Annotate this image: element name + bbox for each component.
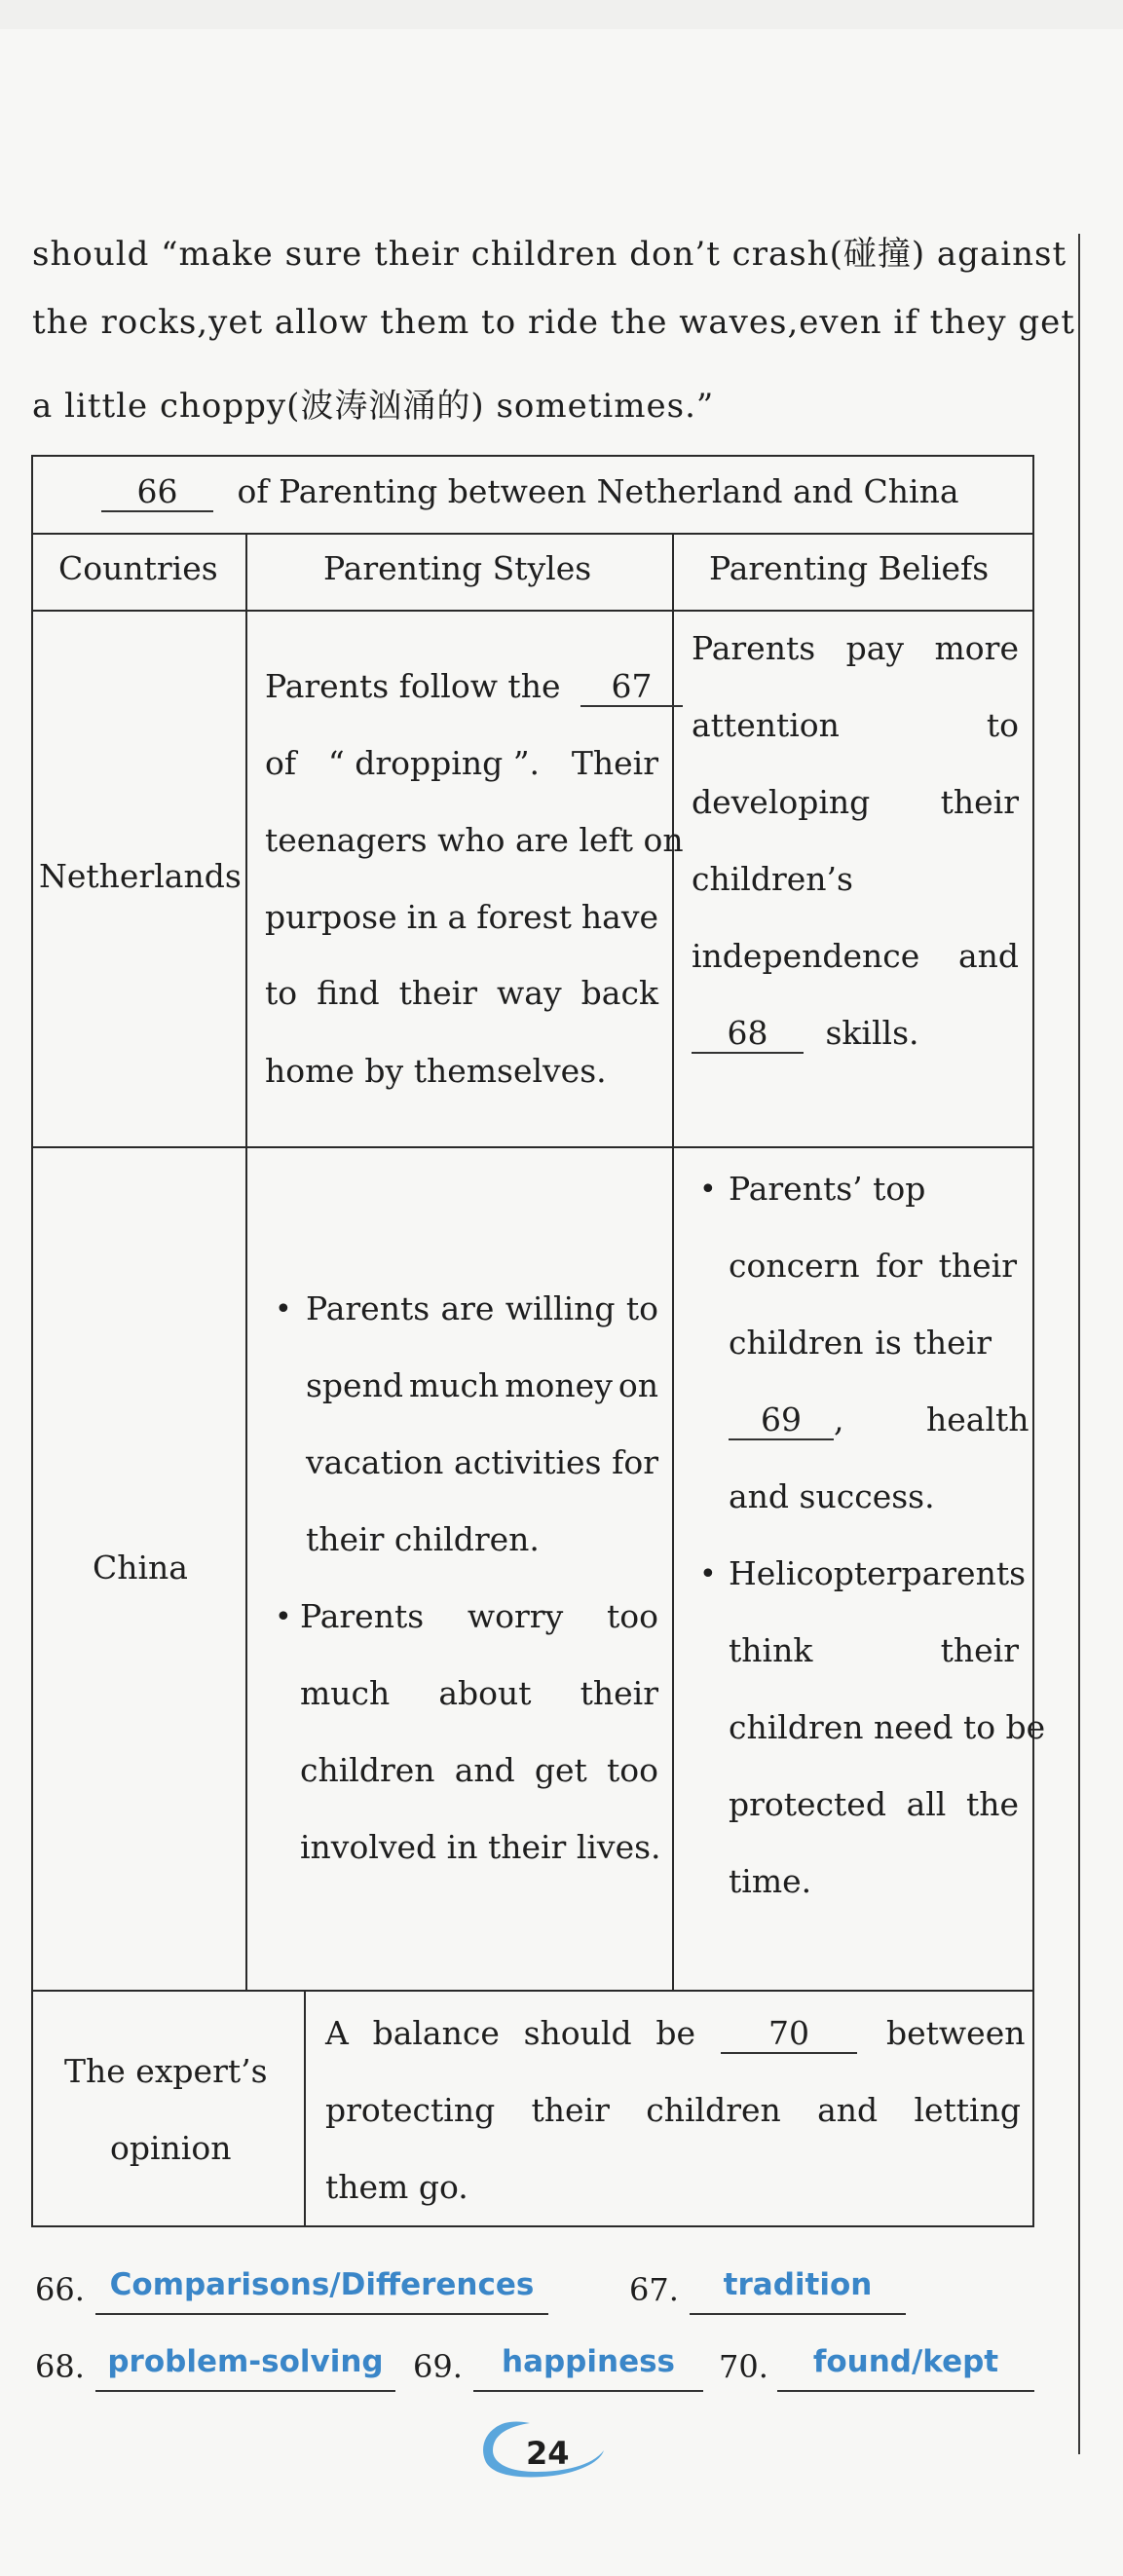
word: Helicopter: [729, 1554, 902, 1592]
cn-belief-b1-line-1: Parents’ top: [729, 1170, 926, 1208]
cn-belief-b1-health: health: [926, 1400, 1029, 1438]
word: and: [454, 1751, 515, 1789]
word: parents: [901, 1554, 1027, 1592]
word: way: [497, 974, 562, 1012]
word: children: [300, 1751, 435, 1789]
cn-style-b2-line-1: [300, 1597, 658, 1635]
nl-belief-line-2: [692, 706, 1019, 744]
bullet-icon: •: [275, 1292, 292, 1326]
word: independence: [692, 937, 920, 975]
header-parenting-beliefs: Parenting Beliefs: [709, 549, 990, 587]
word: too: [607, 1597, 658, 1635]
table-border-bottom: [31, 2225, 1034, 2227]
table-row-divider: [31, 1990, 1034, 1992]
word: developing: [692, 783, 871, 821]
word: more: [934, 629, 1019, 667]
cn-belief-b1-line-2: [729, 1247, 1017, 1285]
word: activities: [454, 1443, 602, 1481]
word: protected: [729, 1785, 886, 1823]
blank-69: 69: [729, 1400, 834, 1440]
word: vacation: [306, 1443, 444, 1481]
table-row-divider: [31, 1146, 1034, 1148]
blank-68: 68: [692, 1014, 804, 1054]
answer-line: [95, 2390, 395, 2392]
nl-style-line-6: home by themselves.: [265, 1052, 607, 1090]
word: worry: [467, 1597, 564, 1635]
word: protecting: [325, 2091, 496, 2129]
nl-belief-line-5: [692, 937, 1019, 975]
word: the: [965, 1785, 1019, 1823]
word: money: [505, 1366, 613, 1404]
answer-line: [690, 2313, 906, 2315]
nl-style-line-5: [265, 974, 658, 1012]
expert-line-1a: [325, 2014, 695, 2052]
word: purpose: [265, 898, 397, 936]
cn-belief-b1-line-3: [729, 1324, 992, 1362]
cn-belief-b2-line-4: [729, 1785, 1019, 1823]
word: to: [625, 1289, 658, 1327]
intro-line-3: a little choppy(波涛汹涌的) sometimes.”: [32, 387, 715, 426]
blank-70: 70: [721, 2014, 857, 2054]
answer-line: [473, 2390, 703, 2392]
top-margin-band: [0, 0, 1123, 29]
word: willing: [505, 1289, 616, 1327]
word: concern: [729, 1247, 860, 1285]
word: their: [531, 2091, 610, 2129]
word: children: [729, 1324, 864, 1362]
nl-style-text: Parents follow the: [265, 667, 561, 705]
word: for: [612, 1443, 658, 1481]
word: get: [534, 1751, 587, 1789]
nl-belief-text: skills.: [825, 1014, 919, 1052]
word: and: [817, 2091, 879, 2129]
answer-66: Comparisons/Differences: [109, 2267, 535, 2302]
word: a: [447, 898, 468, 936]
word: their: [940, 783, 1019, 821]
nl-belief-line-6: [692, 1014, 919, 1054]
word: their: [913, 1324, 992, 1362]
nl-belief-line-4: children’s: [692, 860, 853, 898]
expert-label-1: The expert’s: [64, 2052, 268, 2090]
nl-style-line-3: teenagers who are left on: [265, 821, 684, 859]
cn-style-b1-line-3: [306, 1443, 658, 1481]
word: on: [618, 1366, 658, 1404]
word: attention: [692, 706, 840, 744]
answer-num-66: 66.: [35, 2271, 85, 2308]
word: of: [265, 744, 297, 782]
cn-belief-b2-line-5: time.: [729, 1862, 812, 1900]
word: think: [729, 1631, 813, 1669]
table-title: [101, 472, 959, 512]
cn-style-b2-line-2: [300, 1674, 658, 1712]
table-col-divider: [304, 1990, 306, 2226]
cn-style-b1-line-1: [306, 1289, 658, 1327]
word: is: [875, 1324, 902, 1362]
cn-style-b1-line-2: [306, 1366, 658, 1404]
answer-67: tradition: [723, 2267, 873, 2302]
word: Their: [571, 744, 658, 782]
word: back: [580, 974, 658, 1012]
expert-line-1b: between: [886, 2014, 1026, 2052]
word: for: [876, 1247, 923, 1285]
cn-style-b2-line-3: [300, 1751, 658, 1789]
word: be: [655, 2014, 695, 2052]
word: their: [940, 1631, 1019, 1669]
bullet-icon: •: [699, 1173, 717, 1207]
cn-belief-b2-line-2: [729, 1631, 1019, 1669]
word: their: [398, 974, 477, 1012]
answer-num-70: 70.: [719, 2348, 768, 2385]
table-col-divider: [245, 533, 247, 1991]
word: spend: [306, 1366, 403, 1404]
word: about: [438, 1674, 532, 1712]
bullet-icon: •: [699, 1557, 717, 1591]
word: Parents: [692, 629, 816, 667]
word: forest: [476, 898, 572, 936]
cn-belief-b2-line-1: [729, 1554, 1027, 1592]
word: to: [265, 974, 298, 1012]
expert-label-2: opinion: [110, 2129, 232, 2167]
blank-67: 67: [580, 667, 683, 707]
nl-belief-line-3: [692, 783, 1019, 821]
cn-style-b2-line-4: involved in their lives.: [300, 1828, 661, 1866]
word: Parents: [300, 1597, 425, 1635]
cn-belief-b1-line-4: [729, 1400, 844, 1440]
country-china: China: [93, 1549, 188, 1587]
answer-70: found/kept: [812, 2344, 999, 2379]
word: A: [325, 2014, 349, 2052]
answer-num-68: 68.: [35, 2348, 85, 2385]
answer-69: happiness: [502, 2344, 675, 2379]
table-border-top: [31, 455, 1034, 457]
answer-line: [777, 2390, 1034, 2392]
word: much: [300, 1674, 391, 1712]
intro-line-1: should “make sure their children don’t crash(碰撞) against: [32, 235, 1067, 274]
comma: ,: [834, 1400, 844, 1438]
header-parenting-styles: Parenting Styles: [323, 549, 592, 587]
answer-line: [95, 2313, 548, 2315]
expert-line-3: them go.: [325, 2168, 468, 2206]
blank-66: 66: [101, 472, 213, 512]
nl-belief-line-1: [692, 629, 1019, 667]
header-countries: Countries: [58, 549, 218, 587]
word: Parents: [306, 1289, 430, 1327]
country-netherlands: Netherlands: [39, 857, 242, 895]
page-number: 24: [526, 2435, 570, 2472]
word: “ dropping ”.: [327, 744, 541, 782]
word: find: [317, 974, 380, 1012]
word: children: [646, 2091, 781, 2129]
word: letting: [914, 2091, 1021, 2129]
intro-line-2: the rocks,yet allow them to ride the waves,even if they get: [32, 303, 1075, 342]
table-row-divider: [31, 533, 1034, 535]
answer-num-67: 67.: [629, 2271, 679, 2308]
word: much: [408, 1366, 500, 1404]
cn-belief-b1-line-5: and success.: [729, 1477, 935, 1515]
right-margin-rule: [1078, 234, 1080, 2454]
word: in: [406, 898, 438, 936]
table-title-text: of Parenting between Netherland and China: [237, 472, 959, 510]
word: their: [580, 1674, 658, 1712]
word: balance: [372, 2014, 500, 2052]
expert-line-2: [325, 2091, 1021, 2129]
cn-belief-b2-line-3: children need to be: [729, 1708, 1046, 1746]
nl-style-line-1: [265, 667, 683, 707]
table-border-left: [31, 455, 33, 2227]
table-border-right: [1032, 455, 1034, 2227]
table-col-divider: [672, 533, 674, 1991]
nl-style-line-4: [265, 898, 658, 936]
table-row-divider: [31, 610, 1034, 612]
word: to: [986, 706, 1019, 744]
word: their: [938, 1247, 1017, 1285]
word: too: [606, 1751, 658, 1789]
word: all: [906, 1785, 947, 1823]
answer-num-69: 69.: [413, 2348, 463, 2385]
word: are: [440, 1289, 495, 1327]
answer-68: problem-solving: [107, 2344, 384, 2379]
bullet-icon: •: [275, 1600, 292, 1634]
word: should: [523, 2014, 632, 2052]
word: and: [957, 937, 1019, 975]
word: pay: [845, 629, 905, 667]
nl-style-line-2: [265, 744, 658, 782]
word: have: [580, 898, 658, 936]
cn-style-b1-line-4: their children.: [306, 1520, 540, 1558]
expert-blank-wrap: [721, 2014, 857, 2054]
